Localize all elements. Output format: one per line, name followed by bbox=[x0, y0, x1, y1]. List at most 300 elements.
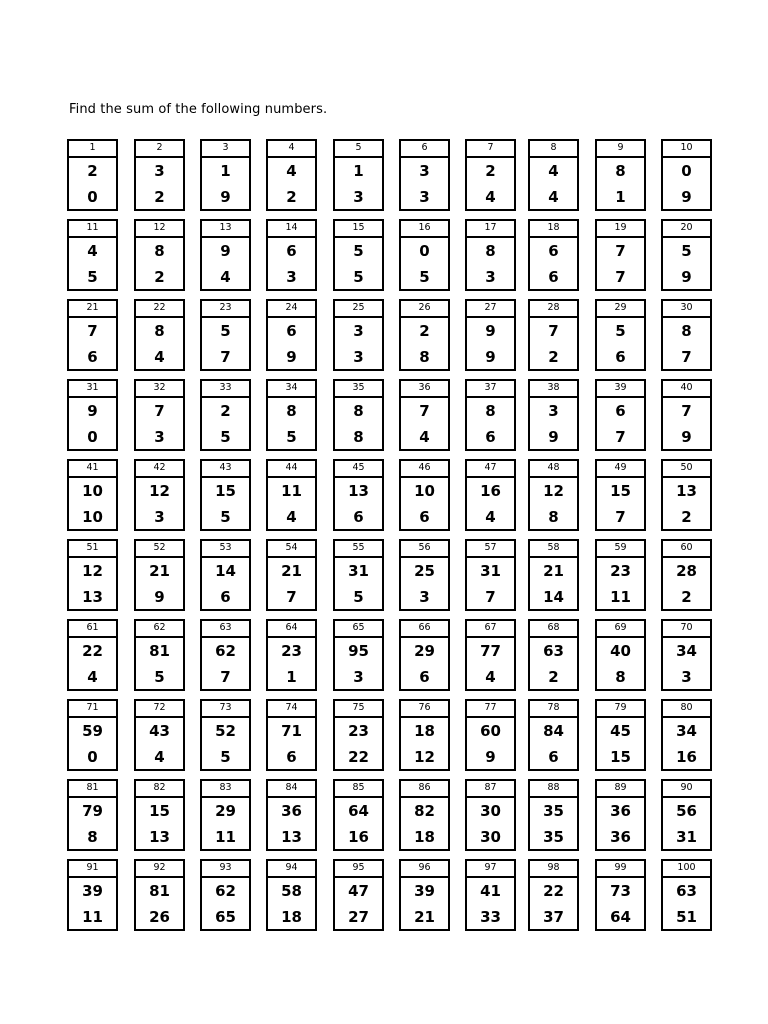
problem-number: 76 bbox=[401, 701, 448, 718]
problem-card bbox=[528, 699, 579, 771]
problem-card bbox=[266, 539, 317, 611]
problem-number: 9 bbox=[597, 141, 644, 158]
addend-top: 2 bbox=[419, 322, 430, 340]
addend-bottom: 6 bbox=[419, 668, 430, 686]
addend-bottom: 9 bbox=[220, 188, 231, 206]
addend-bottom: 6 bbox=[353, 508, 364, 526]
problem-card bbox=[200, 459, 251, 531]
problem-number: 17 bbox=[467, 221, 514, 238]
addend-top: 3 bbox=[548, 402, 559, 420]
problem-number: 16 bbox=[401, 221, 448, 238]
problem-card bbox=[661, 299, 712, 371]
addend-bottom: 8 bbox=[548, 508, 559, 526]
addend-bottom: 51 bbox=[676, 908, 697, 926]
addend-top: 14 bbox=[215, 562, 236, 580]
addend-bottom: 0 bbox=[87, 748, 98, 766]
problem-card bbox=[661, 859, 712, 931]
addend-bottom: 9 bbox=[485, 348, 496, 366]
problem-card bbox=[465, 619, 516, 691]
addend-top: 21 bbox=[149, 562, 170, 580]
problem-card bbox=[661, 459, 712, 531]
problem-number: 86 bbox=[401, 781, 448, 798]
problem-card bbox=[528, 299, 579, 371]
addend-bottom: 15 bbox=[610, 748, 631, 766]
addend-bottom: 4 bbox=[485, 508, 496, 526]
problem-card bbox=[134, 459, 185, 531]
problem-card bbox=[266, 459, 317, 531]
addend-bottom: 2 bbox=[548, 348, 559, 366]
addend-top: 39 bbox=[82, 882, 103, 900]
addend-top: 30 bbox=[480, 802, 501, 820]
addend-top: 12 bbox=[82, 562, 103, 580]
addend-bottom: 30 bbox=[480, 828, 501, 846]
problem-number: 51 bbox=[69, 541, 116, 558]
addend-bottom: 36 bbox=[610, 828, 631, 846]
addend-bottom: 3 bbox=[154, 508, 165, 526]
addend-top: 2 bbox=[87, 162, 98, 180]
problem-number: 70 bbox=[663, 621, 710, 638]
problem-number: 6 bbox=[401, 141, 448, 158]
problem-number: 5 bbox=[335, 141, 382, 158]
problem-card bbox=[266, 779, 317, 851]
addend-bottom: 7 bbox=[615, 428, 626, 446]
addend-top: 31 bbox=[480, 562, 501, 580]
problem-card bbox=[200, 779, 251, 851]
problem-number: 32 bbox=[136, 381, 183, 398]
addend-bottom: 3 bbox=[485, 268, 496, 286]
problem-card bbox=[333, 139, 384, 211]
addend-top: 4 bbox=[548, 162, 559, 180]
problem-card bbox=[67, 859, 118, 931]
addend-top: 36 bbox=[610, 802, 631, 820]
problem-number: 59 bbox=[597, 541, 644, 558]
problem-number: 43 bbox=[202, 461, 249, 478]
addend-bottom: 27 bbox=[348, 908, 369, 926]
addend-top: 6 bbox=[286, 242, 297, 260]
addend-bottom: 9 bbox=[485, 748, 496, 766]
addend-top: 8 bbox=[286, 402, 297, 420]
problem-card bbox=[333, 859, 384, 931]
addend-top: 3 bbox=[419, 162, 430, 180]
addend-bottom: 13 bbox=[281, 828, 302, 846]
addend-top: 77 bbox=[480, 642, 501, 660]
problem-card bbox=[399, 859, 450, 931]
addend-bottom: 22 bbox=[348, 748, 369, 766]
problem-number: 27 bbox=[467, 301, 514, 318]
addend-bottom: 3 bbox=[353, 348, 364, 366]
addend-top: 6 bbox=[548, 242, 559, 260]
addend-bottom: 13 bbox=[149, 828, 170, 846]
problem-number: 84 bbox=[268, 781, 315, 798]
problem-card bbox=[661, 779, 712, 851]
addend-bottom: 3 bbox=[286, 268, 297, 286]
problem-number: 91 bbox=[69, 861, 116, 878]
addend-top: 64 bbox=[348, 802, 369, 820]
addend-top: 39 bbox=[414, 882, 435, 900]
problem-number: 66 bbox=[401, 621, 448, 638]
problem-number: 8 bbox=[530, 141, 577, 158]
problem-number: 45 bbox=[335, 461, 382, 478]
addend-top: 45 bbox=[610, 722, 631, 740]
problem-card bbox=[595, 299, 646, 371]
addend-bottom: 6 bbox=[87, 348, 98, 366]
addend-bottom: 4 bbox=[87, 668, 98, 686]
addend-top: 62 bbox=[215, 642, 236, 660]
problem-number: 83 bbox=[202, 781, 249, 798]
addend-top: 2 bbox=[485, 162, 496, 180]
problem-number: 97 bbox=[467, 861, 514, 878]
addend-bottom: 13 bbox=[82, 588, 103, 606]
addend-bottom: 2 bbox=[548, 668, 559, 686]
problem-number: 46 bbox=[401, 461, 448, 478]
addend-top: 40 bbox=[610, 642, 631, 660]
addend-bottom: 3 bbox=[419, 188, 430, 206]
addend-top: 13 bbox=[348, 482, 369, 500]
problem-number: 69 bbox=[597, 621, 644, 638]
addend-top: 34 bbox=[676, 642, 697, 660]
addend-top: 6 bbox=[615, 402, 626, 420]
addend-bottom: 4 bbox=[154, 348, 165, 366]
problem-number: 38 bbox=[530, 381, 577, 398]
addend-bottom: 9 bbox=[681, 268, 692, 286]
problem-card bbox=[333, 459, 384, 531]
addend-top: 7 bbox=[681, 402, 692, 420]
addend-top: 4 bbox=[87, 242, 98, 260]
addend-top: 43 bbox=[149, 722, 170, 740]
problem-card bbox=[67, 299, 118, 371]
addend-bottom: 3 bbox=[681, 668, 692, 686]
addend-top: 41 bbox=[480, 882, 501, 900]
problem-number: 4 bbox=[268, 141, 315, 158]
problem-number: 21 bbox=[69, 301, 116, 318]
addend-bottom: 33 bbox=[480, 908, 501, 926]
problem-number: 37 bbox=[467, 381, 514, 398]
addend-top: 31 bbox=[348, 562, 369, 580]
problem-card bbox=[465, 299, 516, 371]
problem-card bbox=[399, 619, 450, 691]
addend-bottom: 7 bbox=[286, 588, 297, 606]
addend-top: 9 bbox=[87, 402, 98, 420]
addend-bottom: 3 bbox=[353, 188, 364, 206]
problem-number: 78 bbox=[530, 701, 577, 718]
addend-bottom: 7 bbox=[681, 348, 692, 366]
addend-bottom: 4 bbox=[419, 428, 430, 446]
problem-card bbox=[67, 219, 118, 291]
addend-top: 28 bbox=[676, 562, 697, 580]
problem-card bbox=[399, 779, 450, 851]
addend-bottom: 4 bbox=[220, 268, 231, 286]
addend-top: 22 bbox=[543, 882, 564, 900]
problem-number: 90 bbox=[663, 781, 710, 798]
problem-number: 7 bbox=[467, 141, 514, 158]
problem-number: 53 bbox=[202, 541, 249, 558]
addend-top: 23 bbox=[610, 562, 631, 580]
addend-bottom: 65 bbox=[215, 908, 236, 926]
addend-top: 7 bbox=[87, 322, 98, 340]
problem-number: 72 bbox=[136, 701, 183, 718]
addend-bottom: 8 bbox=[353, 428, 364, 446]
addend-top: 58 bbox=[281, 882, 302, 900]
problem-number: 10 bbox=[663, 141, 710, 158]
addend-bottom: 5 bbox=[154, 668, 165, 686]
problem-number: 47 bbox=[467, 461, 514, 478]
problem-number: 48 bbox=[530, 461, 577, 478]
addend-bottom: 6 bbox=[286, 748, 297, 766]
problem-number: 25 bbox=[335, 301, 382, 318]
addend-top: 62 bbox=[215, 882, 236, 900]
addend-bottom: 2 bbox=[681, 508, 692, 526]
addend-top: 12 bbox=[149, 482, 170, 500]
addend-top: 73 bbox=[610, 882, 631, 900]
addend-top: 8 bbox=[615, 162, 626, 180]
problem-number: 3 bbox=[202, 141, 249, 158]
problem-number: 98 bbox=[530, 861, 577, 878]
problem-number: 41 bbox=[69, 461, 116, 478]
addend-top: 11 bbox=[281, 482, 302, 500]
problem-card bbox=[595, 619, 646, 691]
problem-number: 50 bbox=[663, 461, 710, 478]
addend-top: 2 bbox=[220, 402, 231, 420]
addend-top: 5 bbox=[681, 242, 692, 260]
problem-card bbox=[134, 139, 185, 211]
problem-number: 63 bbox=[202, 621, 249, 638]
problem-number: 95 bbox=[335, 861, 382, 878]
addend-bottom: 5 bbox=[286, 428, 297, 446]
addend-top: 36 bbox=[281, 802, 302, 820]
addend-top: 8 bbox=[353, 402, 364, 420]
problem-card bbox=[134, 859, 185, 931]
addend-top: 82 bbox=[414, 802, 435, 820]
addend-bottom: 8 bbox=[87, 828, 98, 846]
problem-number: 92 bbox=[136, 861, 183, 878]
problem-number: 19 bbox=[597, 221, 644, 238]
problem-card bbox=[595, 379, 646, 451]
problem-number: 55 bbox=[335, 541, 382, 558]
addend-top: 1 bbox=[220, 162, 231, 180]
problem-number: 14 bbox=[268, 221, 315, 238]
addend-top: 9 bbox=[220, 242, 231, 260]
problem-number: 40 bbox=[663, 381, 710, 398]
addend-bottom: 1 bbox=[615, 188, 626, 206]
addend-bottom: 4 bbox=[548, 188, 559, 206]
problem-card bbox=[399, 139, 450, 211]
problem-number: 93 bbox=[202, 861, 249, 878]
problem-card bbox=[67, 539, 118, 611]
addend-bottom: 64 bbox=[610, 908, 631, 926]
problem-number: 33 bbox=[202, 381, 249, 398]
addend-bottom: 16 bbox=[676, 748, 697, 766]
addend-bottom: 2 bbox=[154, 188, 165, 206]
problem-card bbox=[200, 539, 251, 611]
problem-card bbox=[465, 459, 516, 531]
problem-card bbox=[528, 779, 579, 851]
problem-number: 35 bbox=[335, 381, 382, 398]
problem-number: 100 bbox=[663, 861, 710, 878]
problem-card bbox=[67, 779, 118, 851]
addend-bottom: 6 bbox=[548, 748, 559, 766]
addend-bottom: 6 bbox=[220, 588, 231, 606]
problem-number: 29 bbox=[597, 301, 644, 318]
problem-card bbox=[528, 459, 579, 531]
addend-bottom: 18 bbox=[281, 908, 302, 926]
problem-number: 89 bbox=[597, 781, 644, 798]
problem-number: 60 bbox=[663, 541, 710, 558]
problem-card bbox=[595, 699, 646, 771]
problem-card bbox=[661, 219, 712, 291]
problem-card bbox=[134, 779, 185, 851]
problem-card bbox=[333, 779, 384, 851]
addend-bottom: 12 bbox=[414, 748, 435, 766]
problem-card bbox=[528, 859, 579, 931]
addend-top: 7 bbox=[615, 242, 626, 260]
problem-number: 77 bbox=[467, 701, 514, 718]
addend-top: 60 bbox=[480, 722, 501, 740]
addend-top: 16 bbox=[480, 482, 501, 500]
problem-card bbox=[528, 619, 579, 691]
problem-card bbox=[333, 699, 384, 771]
problem-card bbox=[465, 379, 516, 451]
addend-top: 47 bbox=[348, 882, 369, 900]
addend-bottom: 5 bbox=[419, 268, 430, 286]
addend-bottom: 9 bbox=[154, 588, 165, 606]
addend-bottom: 26 bbox=[149, 908, 170, 926]
problem-card bbox=[661, 539, 712, 611]
problem-number: 88 bbox=[530, 781, 577, 798]
addend-top: 56 bbox=[676, 802, 697, 820]
addend-bottom: 0 bbox=[87, 428, 98, 446]
worksheet-instruction: Find the sum of the following numbers. bbox=[69, 102, 328, 117]
addend-bottom: 7 bbox=[615, 508, 626, 526]
problem-number: 11 bbox=[69, 221, 116, 238]
addend-bottom: 6 bbox=[615, 348, 626, 366]
problem-card bbox=[134, 219, 185, 291]
problem-number: 94 bbox=[268, 861, 315, 878]
addend-bottom: 21 bbox=[414, 908, 435, 926]
addend-top: 35 bbox=[543, 802, 564, 820]
problem-card bbox=[134, 539, 185, 611]
problem-number: 54 bbox=[268, 541, 315, 558]
addend-bottom: 11 bbox=[610, 588, 631, 606]
problem-number: 62 bbox=[136, 621, 183, 638]
addend-bottom: 6 bbox=[485, 428, 496, 446]
problem-number: 24 bbox=[268, 301, 315, 318]
addend-top: 79 bbox=[82, 802, 103, 820]
addend-top: 15 bbox=[610, 482, 631, 500]
problem-number: 65 bbox=[335, 621, 382, 638]
addend-bottom: 3 bbox=[154, 428, 165, 446]
problem-card bbox=[333, 379, 384, 451]
problem-number: 30 bbox=[663, 301, 710, 318]
addend-top: 81 bbox=[149, 882, 170, 900]
problem-card bbox=[528, 539, 579, 611]
addend-top: 10 bbox=[82, 482, 103, 500]
addend-bottom: 5 bbox=[87, 268, 98, 286]
addend-bottom: 7 bbox=[485, 588, 496, 606]
problem-card bbox=[595, 219, 646, 291]
problem-number: 79 bbox=[597, 701, 644, 718]
problem-card bbox=[661, 619, 712, 691]
problem-card bbox=[399, 699, 450, 771]
addend-bottom: 9 bbox=[681, 188, 692, 206]
problem-card bbox=[333, 619, 384, 691]
problem-card bbox=[67, 699, 118, 771]
addend-bottom: 37 bbox=[543, 908, 564, 926]
problem-number: 96 bbox=[401, 861, 448, 878]
problem-card bbox=[134, 299, 185, 371]
problem-number: 74 bbox=[268, 701, 315, 718]
problem-number: 64 bbox=[268, 621, 315, 638]
addend-bottom: 11 bbox=[215, 828, 236, 846]
problem-card bbox=[465, 539, 516, 611]
addend-top: 95 bbox=[348, 642, 369, 660]
addend-top: 8 bbox=[154, 242, 165, 260]
problem-number: 82 bbox=[136, 781, 183, 798]
problem-card bbox=[134, 619, 185, 691]
addend-top: 59 bbox=[82, 722, 103, 740]
addend-top: 4 bbox=[286, 162, 297, 180]
problem-card bbox=[465, 219, 516, 291]
addend-bottom: 10 bbox=[82, 508, 103, 526]
addend-top: 15 bbox=[149, 802, 170, 820]
problem-card bbox=[661, 379, 712, 451]
addend-bottom: 9 bbox=[548, 428, 559, 446]
problem-card bbox=[595, 779, 646, 851]
addend-top: 7 bbox=[419, 402, 430, 420]
addend-top: 12 bbox=[543, 482, 564, 500]
problem-card bbox=[266, 299, 317, 371]
addend-bottom: 4 bbox=[485, 188, 496, 206]
addend-bottom: 4 bbox=[485, 668, 496, 686]
problem-number: 52 bbox=[136, 541, 183, 558]
problem-card bbox=[661, 699, 712, 771]
problem-card bbox=[399, 379, 450, 451]
addend-bottom: 7 bbox=[220, 668, 231, 686]
problem-card bbox=[333, 539, 384, 611]
problem-number: 80 bbox=[663, 701, 710, 718]
problem-card bbox=[333, 299, 384, 371]
addend-top: 7 bbox=[548, 322, 559, 340]
addend-bottom: 6 bbox=[548, 268, 559, 286]
problem-number: 28 bbox=[530, 301, 577, 318]
problem-number: 57 bbox=[467, 541, 514, 558]
problem-number: 31 bbox=[69, 381, 116, 398]
addend-top: 22 bbox=[82, 642, 103, 660]
problem-number: 49 bbox=[597, 461, 644, 478]
addend-bottom: 8 bbox=[419, 348, 430, 366]
problem-card bbox=[661, 139, 712, 211]
problem-card bbox=[200, 379, 251, 451]
addend-bottom: 16 bbox=[348, 828, 369, 846]
problem-card bbox=[465, 779, 516, 851]
problem-card bbox=[399, 219, 450, 291]
addend-top: 7 bbox=[154, 402, 165, 420]
problem-number: 12 bbox=[136, 221, 183, 238]
addend-bottom: 18 bbox=[414, 828, 435, 846]
problem-card bbox=[465, 859, 516, 931]
addend-bottom: 5 bbox=[220, 508, 231, 526]
problem-number: 99 bbox=[597, 861, 644, 878]
problem-card bbox=[67, 379, 118, 451]
addend-top: 23 bbox=[348, 722, 369, 740]
addend-top: 21 bbox=[543, 562, 564, 580]
addend-bottom: 4 bbox=[286, 508, 297, 526]
addend-top: 21 bbox=[281, 562, 302, 580]
addend-bottom: 5 bbox=[220, 748, 231, 766]
addend-bottom: 4 bbox=[154, 748, 165, 766]
addend-top: 0 bbox=[419, 242, 430, 260]
problem-number: 15 bbox=[335, 221, 382, 238]
addend-top: 13 bbox=[676, 482, 697, 500]
